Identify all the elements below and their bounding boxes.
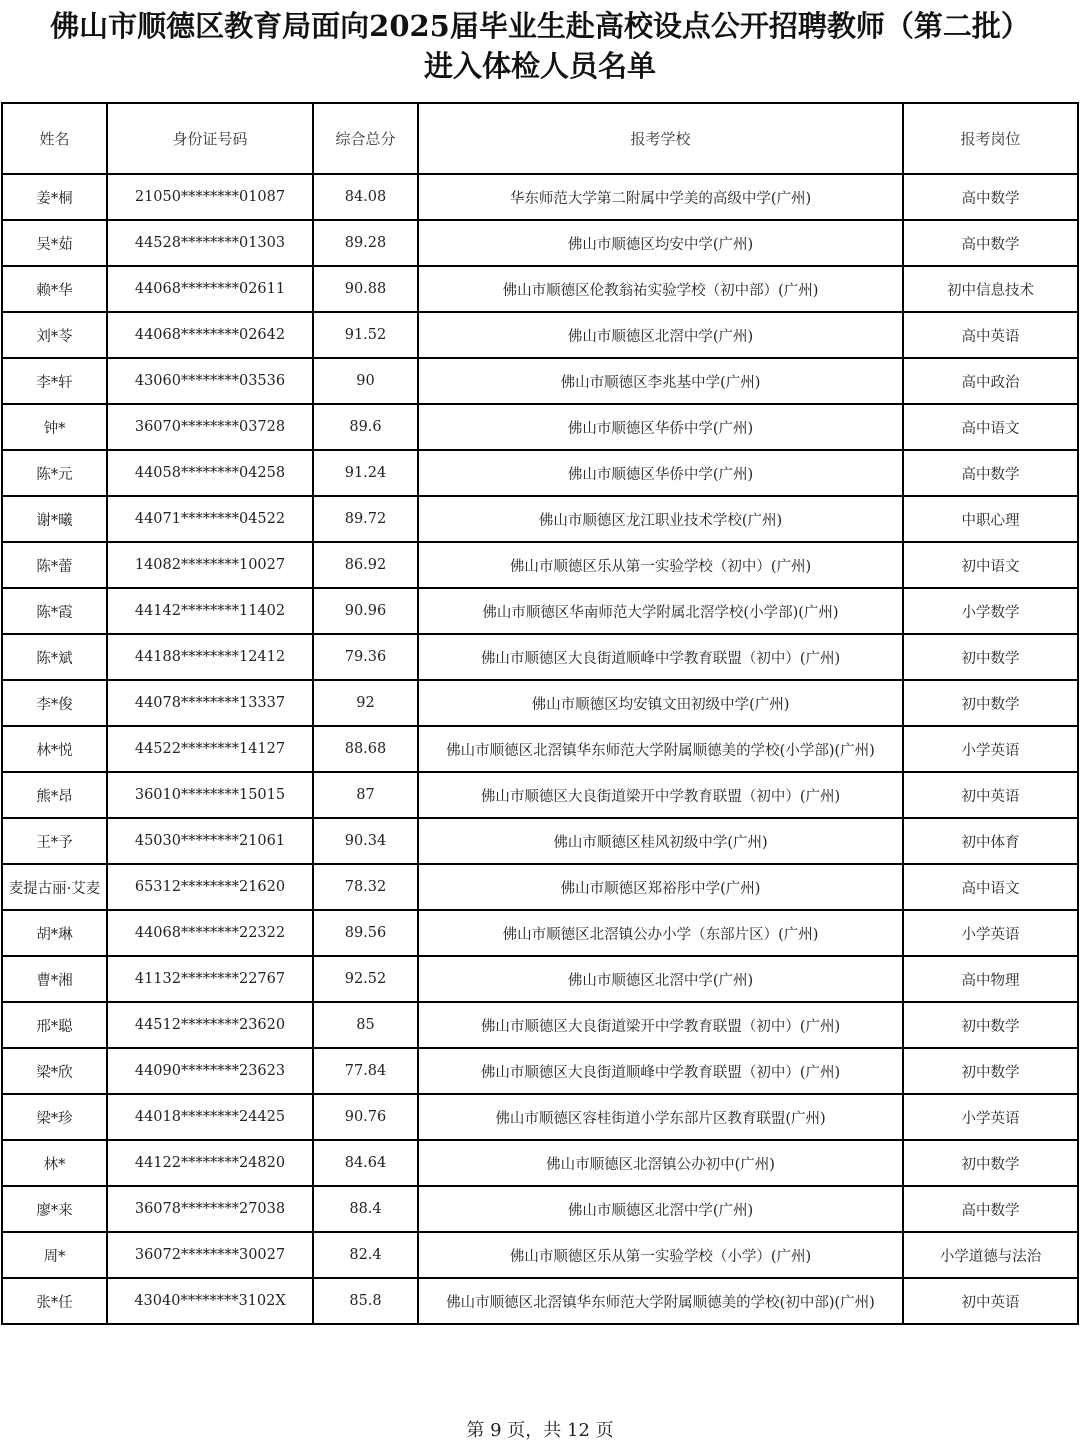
position-cell: 小学数学 [903,588,1078,634]
table-row [2,1002,1078,1048]
table-row [2,956,1078,1002]
table-row [2,1232,1078,1278]
position-cell: 高中语文 [903,864,1078,910]
school-cell: 佛山市顺德区桂风初级中学(广州) [418,818,903,864]
header-total-score: 综合总分 [313,103,418,174]
score-cell: 89.72 [313,496,418,542]
school-cell: 佛山市顺德区北滘镇公办初中(广州) [418,1140,903,1186]
school-cell: 佛山市顺德区乐从第一实验学校（初中）(广州) [418,542,903,588]
school-cell: 佛山市顺德区伦教翁祐实验学校（初中部）(广州) [418,266,903,312]
score-cell: 90.76 [313,1094,418,1140]
name-cell: 谢*曦 [2,496,107,542]
score-cell: 89.28 [313,220,418,266]
position-cell: 初中数学 [903,634,1078,680]
position-cell: 初中体育 [903,818,1078,864]
school-cell: 佛山市顺德区华侨中学(广州) [418,404,903,450]
position-cell: 初中英语 [903,772,1078,818]
position-cell: 小学英语 [903,1094,1078,1140]
id-number-cell: 43040********3102X [107,1278,313,1324]
score-cell: 89.6 [313,404,418,450]
table-row [2,726,1078,772]
position-cell: 高中物理 [903,956,1078,1002]
name-cell: 李*俊 [2,680,107,726]
table-row [2,1048,1078,1094]
table-row [2,266,1078,312]
school-cell: 佛山市顺德区李兆基中学(广州) [418,358,903,404]
id-number-cell: 44068********02642 [107,312,313,358]
name-cell: 刘*苓 [2,312,107,358]
id-number-cell: 44018********24425 [107,1094,313,1140]
name-cell: 邢*聪 [2,1002,107,1048]
position-cell: 中职心理 [903,496,1078,542]
name-cell: 李*轩 [2,358,107,404]
id-number-cell: 44122********24820 [107,1140,313,1186]
table-row [2,496,1078,542]
id-number-cell: 44071********04522 [107,496,313,542]
table-header-row [2,103,1078,174]
score-cell: 88.4 [313,1186,418,1232]
school-cell: 佛山市顺德区北滘中学(广州) [418,312,903,358]
score-cell: 78.32 [313,864,418,910]
school-cell: 佛山市顺德区北滘镇公办小学（东部片区）(广州) [418,910,903,956]
score-cell: 77.84 [313,1048,418,1094]
score-cell: 86.92 [313,542,418,588]
school-cell: 华东师范大学第二附属中学美的高级中学(广州) [418,174,903,220]
table-row [2,450,1078,496]
position-cell: 高中数学 [903,450,1078,496]
name-cell: 陈*元 [2,450,107,496]
name-cell: 林*悦 [2,726,107,772]
name-cell: 吴*茹 [2,220,107,266]
position-cell: 初中数学 [903,680,1078,726]
school-cell: 佛山市顺德区大良街道顺峰中学教育联盟（初中）(广州) [418,634,903,680]
score-cell: 89.56 [313,910,418,956]
header-position: 报考岗位 [903,103,1078,174]
id-number-cell: 41132********22767 [107,956,313,1002]
name-cell: 钟* [2,404,107,450]
position-cell: 高中数学 [903,220,1078,266]
id-number-cell: 44522********14127 [107,726,313,772]
score-cell: 84.08 [313,174,418,220]
school-cell: 佛山市顺德区华南师范大学附属北滘学校(小学部)(广州) [418,588,903,634]
position-cell: 小学英语 [903,726,1078,772]
table-row [2,174,1078,220]
position-cell: 小学道德与法治 [903,1232,1078,1278]
id-number-cell: 44068********02611 [107,266,313,312]
school-cell: 佛山市顺德区北滘中学(广州) [418,956,903,1002]
table-row [2,1140,1078,1186]
header-name: 姓名 [2,103,107,174]
id-number-cell: 44078********13337 [107,680,313,726]
name-cell: 陈*斌 [2,634,107,680]
page-number: 第 9 页，共 12 页 [466,1420,614,1441]
school-cell: 佛山市顺德区均安中学(广州) [418,220,903,266]
score-cell: 85.8 [313,1278,418,1324]
score-cell: 91.52 [313,312,418,358]
page-title [0,6,1080,86]
school-cell: 佛山市顺德区郑裕彤中学(广州) [418,864,903,910]
score-cell: 87 [313,772,418,818]
table-row [2,818,1078,864]
title-line-1: 佛山市顺德区教育局面向2025届毕业生赴高校设点公开招聘教师（第二批） [50,9,1030,43]
table-row [2,910,1078,956]
id-number-cell: 36070********03728 [107,404,313,450]
name-cell: 曹*湘 [2,956,107,1002]
header-id-number: 身份证号码 [107,103,313,174]
score-cell: 90.34 [313,818,418,864]
name-cell: 张*任 [2,1278,107,1324]
id-number-cell: 21050********01087 [107,174,313,220]
position-cell: 高中语文 [903,404,1078,450]
table-row [2,772,1078,818]
school-cell: 佛山市顺德区大良街道顺峰中学教育联盟（初中）(广州) [418,1048,903,1094]
id-number-cell: 43060********03536 [107,358,313,404]
table-row [2,542,1078,588]
id-number-cell: 44068********22322 [107,910,313,956]
table-row [2,404,1078,450]
name-cell: 熊*昂 [2,772,107,818]
candidate-table [1,102,1079,1325]
position-cell: 高中英语 [903,312,1078,358]
name-cell: 麦提古丽·艾麦 [2,864,107,910]
table-row [2,588,1078,634]
table-row [2,1186,1078,1232]
school-cell: 佛山市顺德区龙江职业技术学校(广州) [418,496,903,542]
school-cell: 佛山市顺德区大良街道梁开中学教育联盟（初中）(广州) [418,1002,903,1048]
school-cell: 佛山市顺德区容桂街道小学东部片区教育联盟(广州) [418,1094,903,1140]
header-school: 报考学校 [418,103,903,174]
id-number-cell: 14082********10027 [107,542,313,588]
id-number-cell: 44528********01303 [107,220,313,266]
position-cell: 初中信息技术 [903,266,1078,312]
score-cell: 90.88 [313,266,418,312]
table-row [2,220,1078,266]
school-cell: 佛山市顺德区大良街道梁开中学教育联盟（初中）(广州) [418,772,903,818]
title-line-2: 进入体检人员名单 [423,49,656,83]
school-cell: 佛山市顺德区华侨中学(广州) [418,450,903,496]
name-cell: 梁*珍 [2,1094,107,1140]
id-number-cell: 65312********21620 [107,864,313,910]
id-number-cell: 44058********04258 [107,450,313,496]
id-number-cell: 44512********23620 [107,1002,313,1048]
name-cell: 陈*霞 [2,588,107,634]
name-cell: 赖*华 [2,266,107,312]
table-row [2,358,1078,404]
name-cell: 陈*蕾 [2,542,107,588]
id-number-cell: 45030********21061 [107,818,313,864]
name-cell: 王*予 [2,818,107,864]
table-row [2,634,1078,680]
score-cell: 92 [313,680,418,726]
school-cell: 佛山市顺德区北滘镇华东师范大学附属顺德美的学校(初中部)(广州) [418,1278,903,1324]
id-number-cell: 36072********30027 [107,1232,313,1278]
position-cell: 小学英语 [903,910,1078,956]
position-cell: 初中数学 [903,1140,1078,1186]
score-cell: 79.36 [313,634,418,680]
school-cell: 佛山市顺德区北滘中学(广州) [418,1186,903,1232]
id-number-cell: 36010********15015 [107,772,313,818]
school-cell: 佛山市顺德区北滘镇华东师范大学附属顺德美的学校(小学部)(广州) [418,726,903,772]
score-cell: 90 [313,358,418,404]
name-cell: 林* [2,1140,107,1186]
position-cell: 高中数学 [903,174,1078,220]
score-cell: 84.64 [313,1140,418,1186]
school-cell: 佛山市顺德区乐从第一实验学校（小学）(广州) [418,1232,903,1278]
id-number-cell: 44188********12412 [107,634,313,680]
score-cell: 91.24 [313,450,418,496]
table-row [2,1094,1078,1140]
name-cell: 胡*琳 [2,910,107,956]
position-cell: 高中数学 [903,1186,1078,1232]
name-cell: 廖*来 [2,1186,107,1232]
table-row [2,312,1078,358]
position-cell: 初中英语 [903,1278,1078,1324]
score-cell: 92.52 [313,956,418,1002]
table-row [2,864,1078,910]
position-cell: 初中数学 [903,1048,1078,1094]
score-cell: 90.96 [313,588,418,634]
position-cell: 初中语文 [903,542,1078,588]
position-cell: 初中数学 [903,1002,1078,1048]
id-number-cell: 36078********27038 [107,1186,313,1232]
table-row [2,1278,1078,1324]
table-row [2,680,1078,726]
name-cell: 梁*欣 [2,1048,107,1094]
score-cell: 85 [313,1002,418,1048]
name-cell: 姜*桐 [2,174,107,220]
score-cell: 82.4 [313,1232,418,1278]
id-number-cell: 44142********11402 [107,588,313,634]
position-cell: 高中政治 [903,358,1078,404]
name-cell: 周* [2,1232,107,1278]
school-cell: 佛山市顺德区均安镇文田初级中学(广州) [418,680,903,726]
score-cell: 88.68 [313,726,418,772]
id-number-cell: 44090********23623 [107,1048,313,1094]
